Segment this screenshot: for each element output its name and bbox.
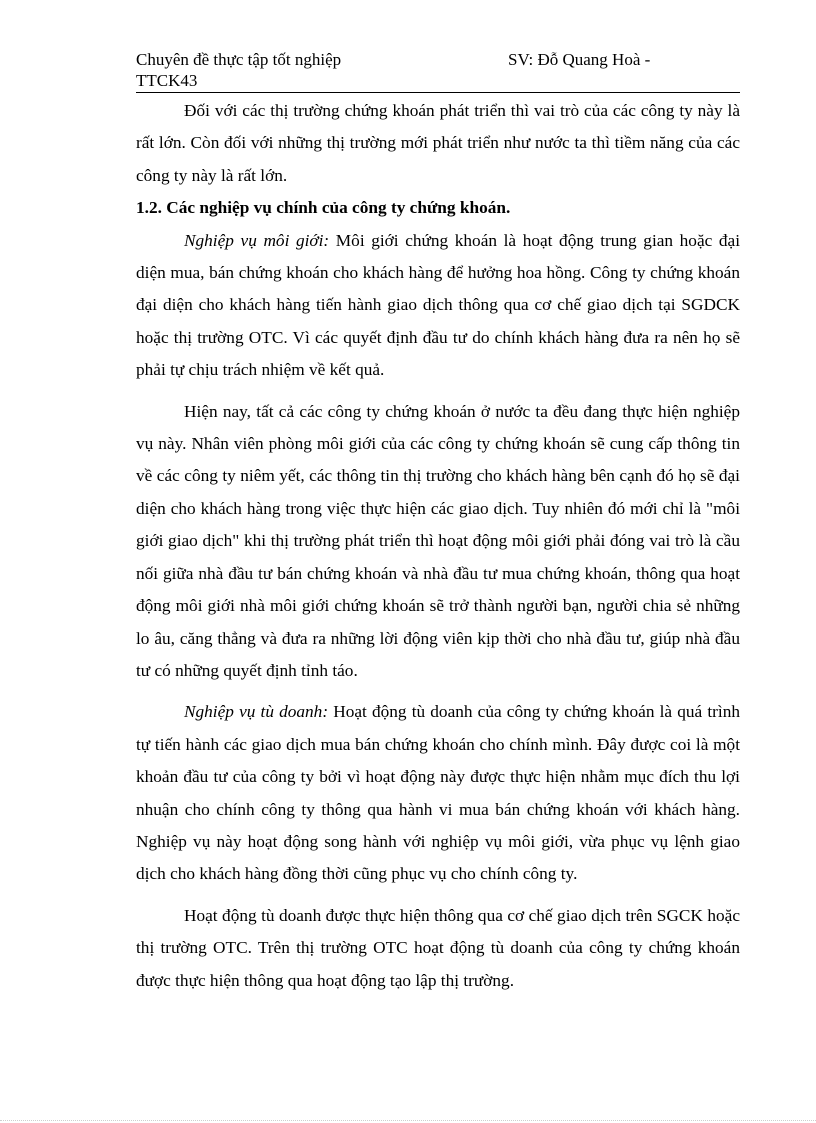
section-heading: 1.2. Các nghiệp vụ chính của công ty chứng khoán. xyxy=(136,198,511,218)
paragraph-proprietary xyxy=(136,696,740,890)
paragraph-proprietary-text: Hoạt động tù doanh của công ty chứng khoán là quá trình tự tiến hành các giao dịch mua bán chứng khoán cho chính mình. Đây được coi là một khoản đầu tư của công ty bởi vì hoạt động này được thực hiện nhằm mục đích thu lợi nhuận cho chính công ty thông qua hành vi mua bán chứng khoán với khách hàng. Nghiệp vụ này hoạt động song hành với nghiệp vụ môi giới, vừa phục vụ lệnh giao dịch cho khách hàng đồng thời cũng phục vụ cho chính công ty. xyxy=(136,702,740,884)
header-class: TTCK43 xyxy=(136,71,198,90)
page-bottom-divider xyxy=(0,1120,816,1121)
paragraph-brokerage xyxy=(136,225,740,387)
header-author: SV: Đỗ Quang Hoà - xyxy=(508,50,651,69)
document-body xyxy=(136,95,740,997)
header-divider xyxy=(136,92,740,93)
paragraph-current-practice: Hiện nay, tất cả các công ty chứng khoán ở nước ta đều đang thực hiện nghiệp vụ này. Nhân viên phòng môi giới của các công ty chứng khoán sẽ cung cấp thông tin về các công ty niêm yết, các thông tin thị trường cho khách hàng bên cạnh đó họ sẽ đại diện cho khách hàng trong việc thực hiện các giao dịch. Tuy nhiên đó mới chỉ là "môi giới giao dịch" khi thị trường phát triển thì hoạt động môi giới phải đóng vai trò là cầu nối giữa nhà đầu tư bán chứng khoán và nhà đầu tư mua chứng khoán, thông qua hoạt động môi giới nhà môi giới chứng khoán sẽ trở thành người bạn, người chia sẻ những lo âu, căng thẳng và đưa ra những lời động viên kịp thời cho nhà đầu tư, giúp nhà đầu tư có những quyết định tỉnh táo. xyxy=(136,401,740,680)
paragraph-proprietary-lead: Nghiệp vụ tù doanh: xyxy=(184,702,329,722)
paragraph-intro: Đối với các thị trường chứng khoán phát triển thì vai trò của các công ty này là rất lớn. Còn đối với những thị trường mới phát triển như nước ta thì tiềm năng của các công ty này là rất lớn. xyxy=(136,101,740,185)
paragraph-brokerage-lead: Nghiệp vụ môi giới: xyxy=(184,230,330,250)
header-title: Chuyên đề thực tập tốt nghiệp xyxy=(136,50,342,69)
paragraph-brokerage-text: Môi giới chứng khoán là hoạt động trung gian hoặc đại diện mua, bán chứng khoán cho khách hàng để hưởng hoa hồng. Công ty chứng khoán đại diện cho khách hàng tiến hành giao dịch thông qua cơ chế giao dịch tại SGDCK hoặc thị trường OTC. Vì các quyết định đầu tư do chính khách hàng đưa ra nên họ sẽ phải tự chịu trách nhiệm về kết quả. xyxy=(136,230,741,380)
paragraph-proprietary-mechanism: Hoạt động tù doanh được thực hiện thông qua cơ chế giao dịch trên SGCK hoặc thị trường OTC. Trên thị trường OTC hoạt động tù doanh của công ty chứng khoán được thực hiện thông qua hoạt động tạo lập thị trường. xyxy=(136,905,740,990)
